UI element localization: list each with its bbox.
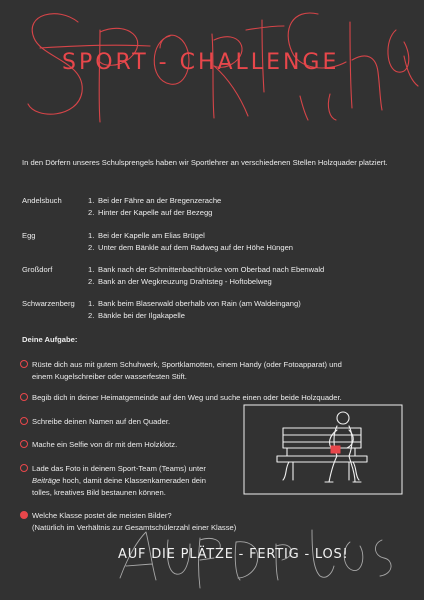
location-name: Andelsbuch — [22, 196, 62, 205]
location-entry: 1. Bank beim Blaserwald oberhalb von Rain (am Waldeingang) — [88, 299, 301, 308]
location-entry: 2. Bank an der Wegkreuzung Drahtsteg - Hoftobelweg — [88, 276, 272, 286]
location-entry: 1. Bei der Kapelle am Elias Brügel — [88, 231, 205, 240]
location-entry: 2. Bänkle bei der Ilgakapelle — [88, 310, 185, 320]
location-entry: 2. Unter dem Bänkle auf dem Radweg auf der Höhe Hüngen — [88, 242, 294, 252]
page-title: SPORT - CHALLENGE — [62, 50, 340, 75]
intro-text: In den Dörfern unseres Schulsprengels haben wir Sportlehrer an verschiedenen Stellen Holzquader platziert. — [22, 158, 388, 167]
location-entry: 1. Bei der Fähre an der Bregenzerache — [88, 196, 222, 205]
location-entry: 2. Hinter der Kapelle auf der Bezegg — [88, 207, 213, 217]
location-name: Egg — [22, 231, 36, 240]
location-name: Großdorf — [22, 265, 53, 274]
tasks-heading: Deine Aufgabe: — [22, 335, 78, 344]
location-entry: 1. Bank nach der Schmittenbachbrücke vom Oberbad nach Ebenwald — [88, 265, 325, 274]
slogan: AUF DIE PLÄTZE - FERTIG - LOS! — [118, 547, 349, 562]
location-name: Schwarzenberg — [22, 299, 75, 308]
